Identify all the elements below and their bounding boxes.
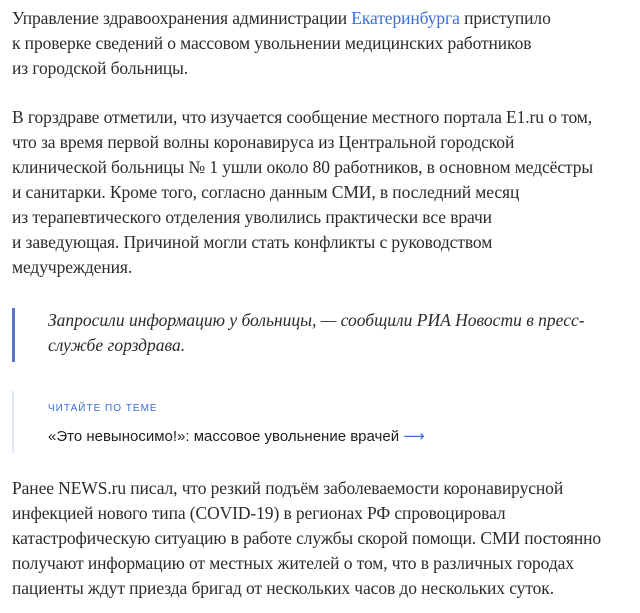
- related-bar: [12, 391, 14, 453]
- paragraph-line: Ранее NEWS.ru писал, что резкий подъём заболеваемости коронавирусной: [12, 478, 564, 498]
- related-headline-link[interactable]: [48, 427, 425, 445]
- blockquote: [12, 302, 632, 364]
- paragraph-line: получают информацию от местных жителей о том, что в различных городах: [12, 553, 574, 573]
- paragraph-intro-text: из городской больницы.: [12, 58, 189, 78]
- paragraph-intro-text: приступило: [459, 8, 551, 28]
- quote-text: [48, 308, 623, 358]
- quote-line: службе горздрава.: [48, 335, 186, 355]
- paragraph-line: и санитарки. Кроме того, согласно данным СМИ, в последний месяц: [12, 182, 520, 202]
- paragraph-details: [12, 105, 632, 280]
- paragraph-line: инфекцией нового типа (COVID-19) в регионах РФ спровоцировал: [12, 503, 506, 523]
- paragraph-line: и заведующая. Причиной могли стать конфликты с руководством: [12, 232, 493, 252]
- related-headline[interactable]: «Это невыносимо!»: массовое увольнение врачей: [48, 428, 400, 445]
- ekaterinburg-link[interactable]: Екатеринбурга: [351, 8, 460, 28]
- related-kicker: ЧИТАЙТЕ ПО ТЕМЕ: [48, 403, 158, 414]
- paragraph-line: что за время первой волны коронавируса из Центральной городской: [12, 132, 515, 152]
- quote-line: Запросили информацию у больницы, — сообщили РИА Новости в пресс-: [48, 310, 585, 330]
- paragraph-intro: [12, 6, 632, 81]
- paragraph-intro-text: Управление здравоохранения администрации: [12, 8, 352, 28]
- paragraph-line: из терапевтического отделения уволились практически все врачи: [12, 207, 492, 227]
- quote-bar: [12, 308, 15, 362]
- paragraph-line: В горздраве отметили, что изучается сообщение местного портала E1.ru о том,: [12, 107, 593, 127]
- arrow-right-icon: ⟶: [403, 427, 425, 445]
- paragraph-line: медучреждения.: [12, 257, 133, 277]
- related-article-card[interactable]: [12, 391, 632, 453]
- paragraph-line: клинической больницы № 1 ушли около 80 работников, в основном медсёстры: [12, 157, 594, 177]
- paragraph-line: катастрофическую ситуацию в работе службы скорой помощи. СМИ постоянно: [12, 528, 602, 548]
- paragraph-earlier: [12, 476, 632, 601]
- paragraph-intro-text: к проверке сведений о массовом увольнении медицинских работников: [12, 33, 532, 53]
- paragraph-line: пациенты ждут приезда бригад от нескольких часов до нескольких суток.: [12, 578, 554, 598]
